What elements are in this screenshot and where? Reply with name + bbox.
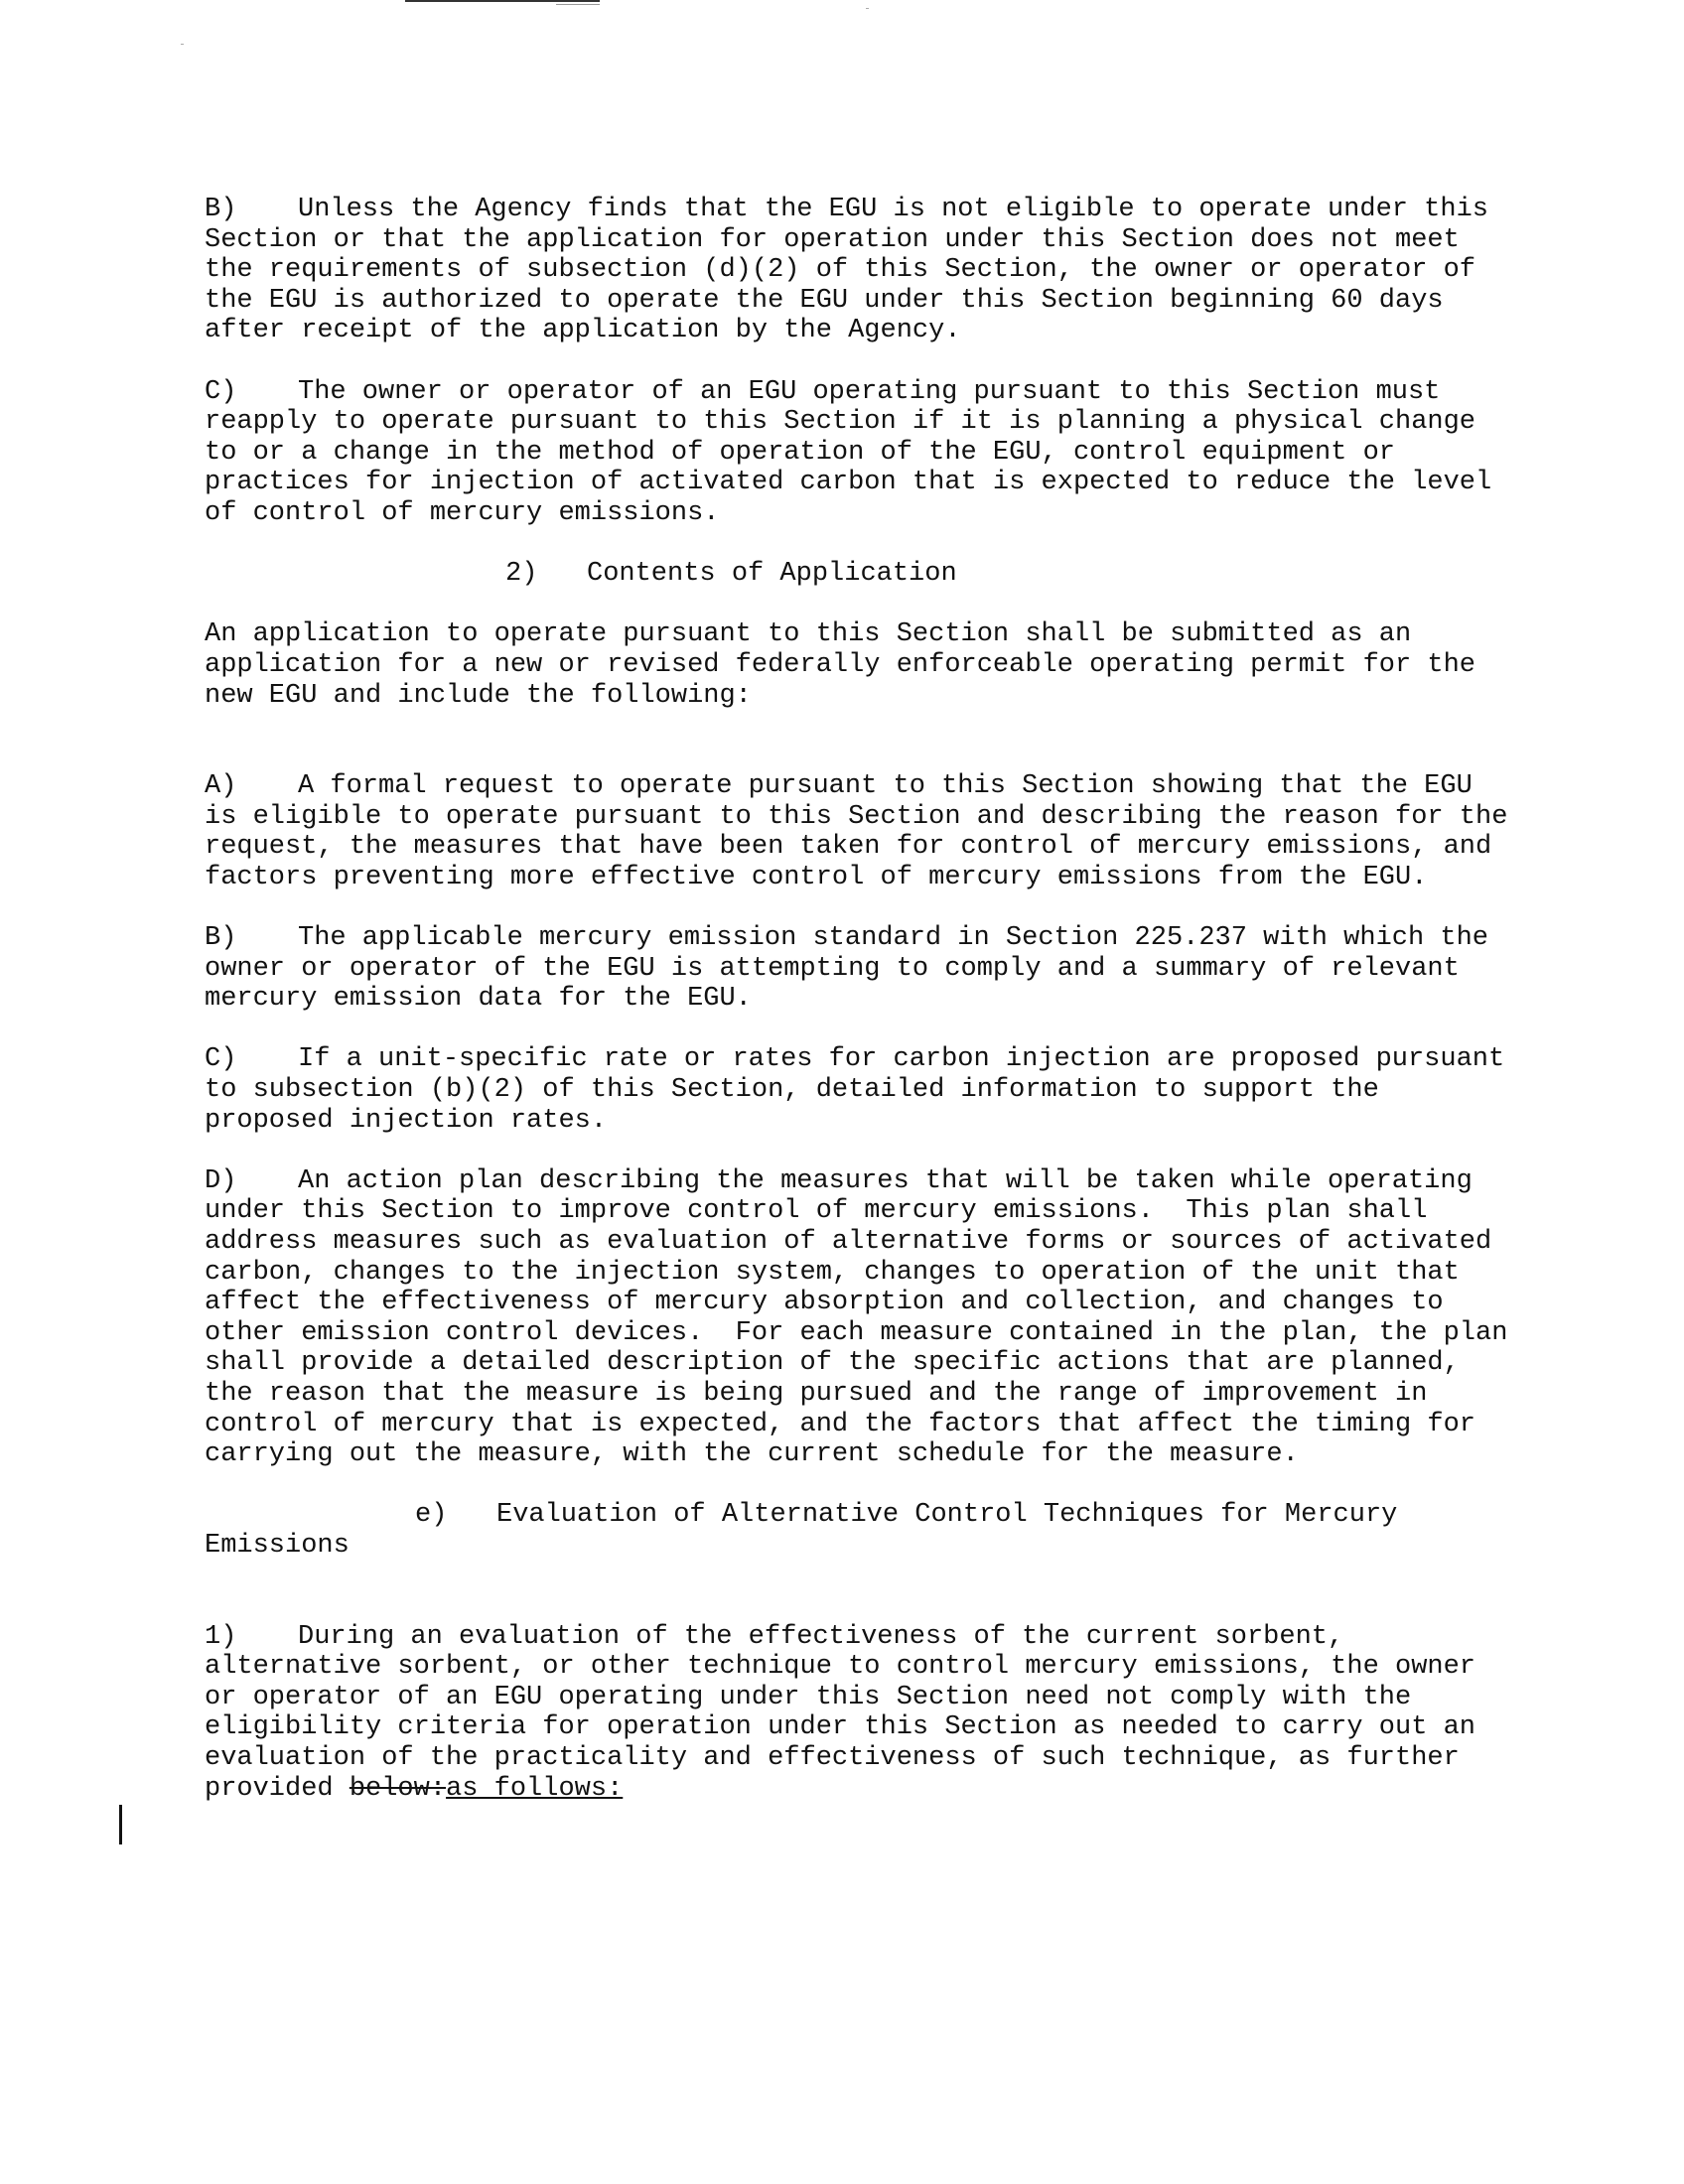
- top-rule: [405, 0, 600, 2]
- heading-label: e): [415, 1500, 448, 1531]
- paragraph-a-formal-request: [205, 771, 1524, 892]
- section-heading-contents: [205, 559, 1515, 590]
- paragraph-d-action-plan: [205, 1165, 1524, 1470]
- section-heading-evaluation: [205, 1500, 1515, 1561]
- paragraph-1-evaluation: [205, 1622, 1515, 1805]
- paragraph-label: C): [205, 1044, 237, 1075]
- inserted-text: as follows:: [446, 1773, 624, 1804]
- scan-speck: [181, 44, 184, 45]
- heading-label: 2): [505, 559, 538, 590]
- deleted-text: below:: [349, 1773, 447, 1804]
- paragraph-text: A formal request to operate pursuant to this Section showing that the EGU is eligible to operate pursuant to this Section and describing the reason for the request, the measures that have been taken for control of mercury emissions, and factors preventing more effective control of mercury emissions from the EGU.: [205, 771, 1524, 892]
- revision-change-bar: [119, 1805, 122, 1844]
- paragraph-text: The applicable mercury emission standard in Section 225.237 with which the owner or operator of the EGU is attempting to comply and a summary of relevant mercury emission data for the EGU.: [205, 923, 1505, 1015]
- heading-text: Contents of Application: [587, 559, 957, 590]
- paragraph-label: C): [205, 376, 237, 407]
- paragraph-label: B): [205, 195, 237, 224]
- paragraph-c-reapply: [205, 377, 1515, 529]
- document-body: [205, 195, 1524, 1835]
- paragraph-application-intro: [205, 619, 1515, 711]
- top-rule-faint: [556, 4, 600, 5]
- paragraph-label: A): [205, 771, 237, 802]
- paragraph-b-emission-standard: [205, 923, 1515, 1015]
- paragraph-b-authorization: [205, 195, 1515, 346]
- paragraph-text: Unless the Agency finds that the EGU is not eligible to operate under this Section or that the application for operation under this Section does not meet the requirements of subsection (d)(2) of this Section, the owner or operator of the EGU is authorized to operate the EGU under this Section beginning 60 days after receipt of the application by the Agency.: [205, 195, 1505, 346]
- paragraph-text: If a unit-specific rate or rates for carbon injection are proposed pursuant to subsection (b)(2) of this Section, detailed information to support the proposed injection rates.: [205, 1044, 1521, 1136]
- paragraph-c-injection-rates: [205, 1044, 1521, 1136]
- paragraph-label: 1): [205, 1621, 237, 1652]
- paragraph-label: B): [205, 923, 237, 954]
- paragraph-text: During an evaluation of the effectiveness of the current sorbent, alternative sorbent, or other technique to control mercury emissions, the owner or operator of an EGU operating under this Section need not comply with the eligibility criteria for operation under this Section as needed to carry out an evaluation of the practicality and effectiveness of such technique, as further provided: [205, 1621, 1492, 1804]
- heading-text: Evaluation of Alternative Control Techniques for Mercury Emissions: [205, 1500, 1414, 1561]
- paragraph-label: D): [205, 1165, 237, 1196]
- scan-speck: [866, 8, 869, 9]
- paragraph-text: An action plan describing the measures that will be taken while operating under this Section to improve control of mercury emissions. This plan shall address measures such as evaluation of alternative forms or sources of activated carbon, changes to the injection system, changes to operation of the unit that affect the effectiveness of mercury absorption and collection, and changes to other emission control devices. For each measure contained in the plan, the plan shall provide a detailed description of the specific actions that are planned, the reason that the measure is being pursued and the range of improvement in control of mercury that is expected, and the factors that affect the timing for carrying out the measure, with the current schedule for the measure.: [205, 1165, 1524, 1470]
- paragraph-text: The owner or operator of an EGU operating pursuant to this Section must reapply to operate pursuant to this Section if it is planning a physical change to or a change in the method of operation of the EGU, control equipment or practices for injection of activated carbon that is expected to reduce the level of control of mercury emissions.: [205, 376, 1508, 528]
- paragraph-text: An application to operate pursuant to this Section shall be submitted as an application for a new or revised federally enforceable operating permit for the new EGU and include the following:: [205, 619, 1492, 711]
